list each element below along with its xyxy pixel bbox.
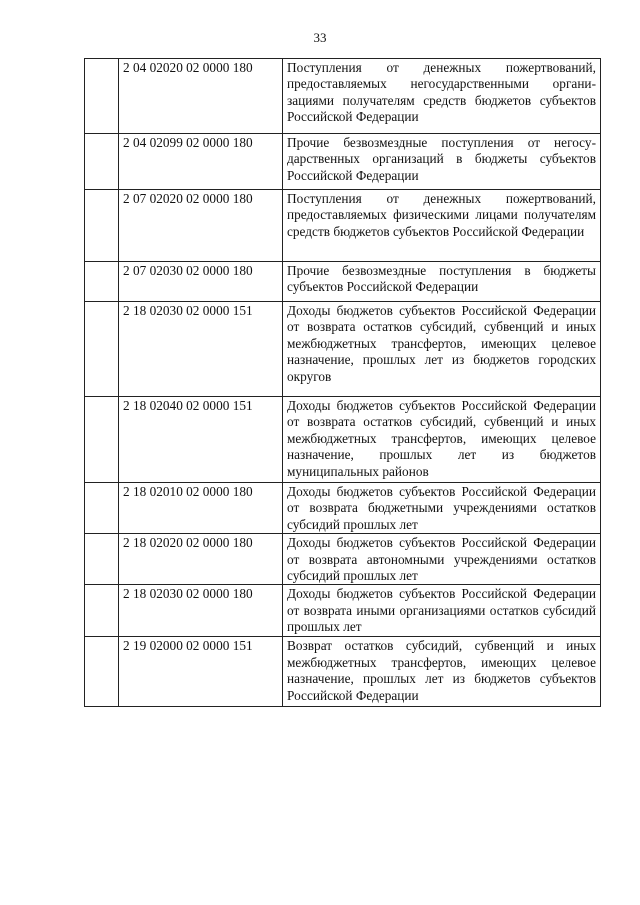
revenue-name-cell: Доходы бюджетов субъектов Российской Федерации от возврата остатков субсидий, субвенций и иных межбюджетных трансфертов, имеющих целевое назначение, прошлых лет из бюджетов городских округов (283, 302, 601, 397)
table-body (85, 59, 601, 707)
admin-code-cell (85, 59, 119, 134)
table-row (85, 59, 601, 134)
table-row (85, 483, 601, 534)
revenue-name-cell: Доходы бюджетов субъектов Российской Федерации от возврата остатков субсидий, субвенций и иных межбюджетных трансфертов, имеющих целевое назначение, прошлых лет из бюджетов муниципальных районов (283, 397, 601, 483)
revenue-name-cell: Возврат остатков субсидий, субвенций и иных межбюджетных трансфертов, имеющих целевое назначение, прошлых лет из бюджетов субъектов Российской Федерации (283, 637, 601, 707)
page-number: 33 (313, 30, 327, 45)
admin-code-cell (85, 190, 119, 262)
table-row (85, 190, 601, 262)
revenue-name-cell: Прочие безвозмездные поступления в бюджеты субъектов Российской Федерации (283, 262, 601, 302)
revenue-name-cell: Доходы бюджетов субъектов Российской Федерации от возврата иными организациями остатков субсидий прошлых лет (283, 585, 601, 637)
admin-code-cell (85, 585, 119, 637)
budget-code-cell: 2 19 02000 02 0000 151 (119, 637, 283, 707)
admin-code-cell (85, 637, 119, 707)
table-row (85, 302, 601, 397)
admin-code-cell (85, 397, 119, 483)
budget-code-cell: 2 18 02030 02 0000 180 (119, 585, 283, 637)
budget-classification-table (84, 58, 601, 707)
budget-code-cell: 2 18 02040 02 0000 151 (119, 397, 283, 483)
budget-code-cell: 2 07 02020 02 0000 180 (119, 190, 283, 262)
budget-code-cell: 2 18 02020 02 0000 180 (119, 534, 283, 585)
budget-code-cell: 2 18 02010 02 0000 180 (119, 483, 283, 534)
admin-code-cell (85, 134, 119, 190)
table-row (85, 637, 601, 707)
revenue-name-cell: Доходы бюджетов субъектов Российской Федерации от возврата автономными учреждениями остатков субсидий прошлых лет (283, 534, 601, 585)
table-row (85, 262, 601, 302)
admin-code-cell (85, 302, 119, 397)
revenue-name-cell: Поступления от денежных пожертвований, предоставляемых физическими лицами получателям средств бюджетов субъектов Российской Федерации (283, 190, 601, 262)
budget-code-cell: 2 07 02030 02 0000 180 (119, 262, 283, 302)
budget-code-cell: 2 18 02030 02 0000 151 (119, 302, 283, 397)
revenue-name-cell: Поступления от денежных пожертвований, предоставляемых негосударственными организациями получателям средств бюджетов субъектов Российской Федерации (283, 59, 601, 134)
admin-code-cell (85, 534, 119, 585)
admin-code-cell (85, 483, 119, 534)
table-row (85, 397, 601, 483)
revenue-name-cell: Прочие безвозмездные поступления от негосударственных организаций в бюджеты субъектов Российской Федерации (283, 134, 601, 190)
budget-code-cell: 2 04 02099 02 0000 180 (119, 134, 283, 190)
admin-code-cell (85, 262, 119, 302)
table-row (85, 134, 601, 190)
table-row (85, 585, 601, 637)
table-row (85, 534, 601, 585)
revenue-name-cell: Доходы бюджетов субъектов Российской Федерации от возврата бюджетными учреждениями остатков субсидий прошлых лет (283, 483, 601, 534)
budget-code-cell: 2 04 02020 02 0000 180 (119, 59, 283, 134)
